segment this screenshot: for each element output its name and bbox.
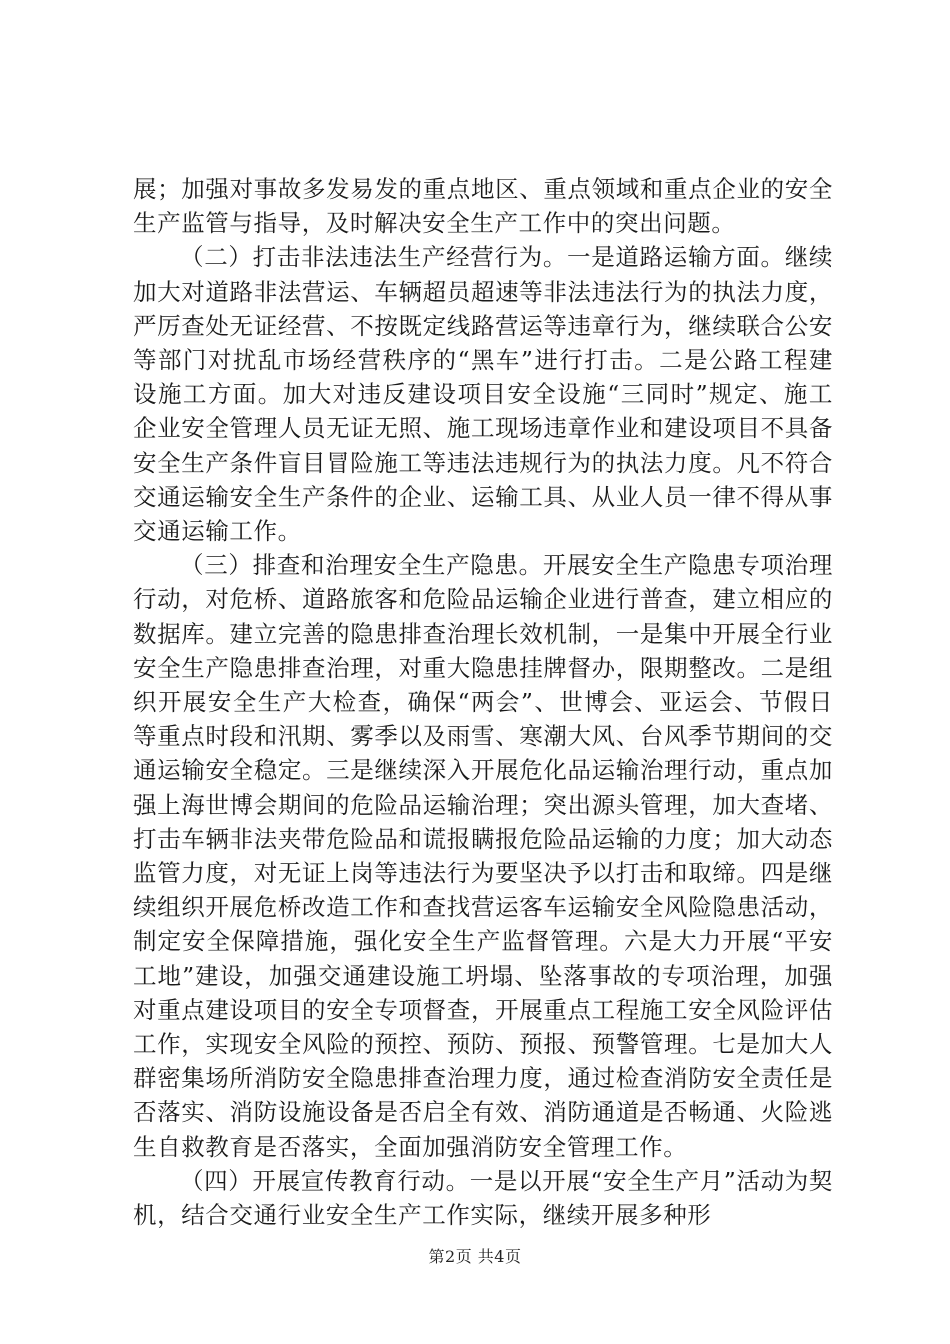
paragraph-continuation: 展；加强对事故多发易发的重点地区、重点领域和重点企业的安全生产监管与指导，及时解决安全生产工作中的突出问题。	[133, 175, 833, 238]
page-number-footer: 第2页 共4页	[428, 1247, 522, 1266]
body-text	[133, 172, 833, 1232]
paragraph-section-3: （三）排查和治理安全生产隐患。开展安全生产隐患专项治理行动，对危桥、道路旅客和危险品运输企业进行普查，建立相应的数据库。建立完善的隐患排查治理长效机制，一是集中开展全行业安全生产隐患排查治理，对重大隐患挂牌督办，限期整改。二是组织开展安全生产大检查，确保“两会”、世博会、亚运会、节假日等重点时段和汛期、雾季以及雨雪、寒潮大风、台风季节期间的交通运输安全稳定。三是继续深入开展危化品运输治理行动，重点加强上海世博会期间的危险品运输治理；突出源头管理，加大查堵、打击车辆非法夹带危险品和谎报瞒报危险品运输的力度；加大动态监管力度，对无证上岗等违法行为要坚决予以打击和取缔。四是继续组织开展危桥改造工作和查找营运客车运输安全风险隐患活动，制定安全保障措施，强化安全生产监督管理。六是大力开展“平安工地”建设，加强交通建设施工坍塌、坠落事故的专项治理，加强对重点建设项目的安全专项督查，开展重点工程施工安全风险评估工作，实现安全风险的预控、预防、预报、预警管理。七是加大人群密集场所消防安全隐患排查治理力度，通过检查消防安全责任是否落实、消防设施设备是否启全有效、消防通道是否畅通、火险逃生自救教育是否落实，全面加强消防安全管理工作。	[133, 551, 833, 1161]
paragraph-section-4: （四）开展宣传教育行动。一是以开展“安全生产月”活动为契机，结合交通行业安全生产工作实际，继续开展多种形	[133, 1166, 833, 1230]
paragraph-section-2: （二）打击非法违法生产经营行为。一是道路运输方面。继续加大对道路非法营运、车辆超员超速等非法违法行为的执法力度，严厉查处无证经营、不按既定线路营运等违章行为，继续联合公安等部门对扰乱市场经营秩序的“黑车”进行打击。二是公路工程建设施工方面。加大对违反建设项目安全设施“三同时”规定、施工企业安全管理人员无证无照、施工现场违章作业和建设项目不具备安全生产条件盲目冒险施工等违法违规行为的执法力度。凡不符合交通运输安全生产条件的企业、运输工具、从业人员一律不得从事交通运输工作。	[133, 243, 833, 546]
